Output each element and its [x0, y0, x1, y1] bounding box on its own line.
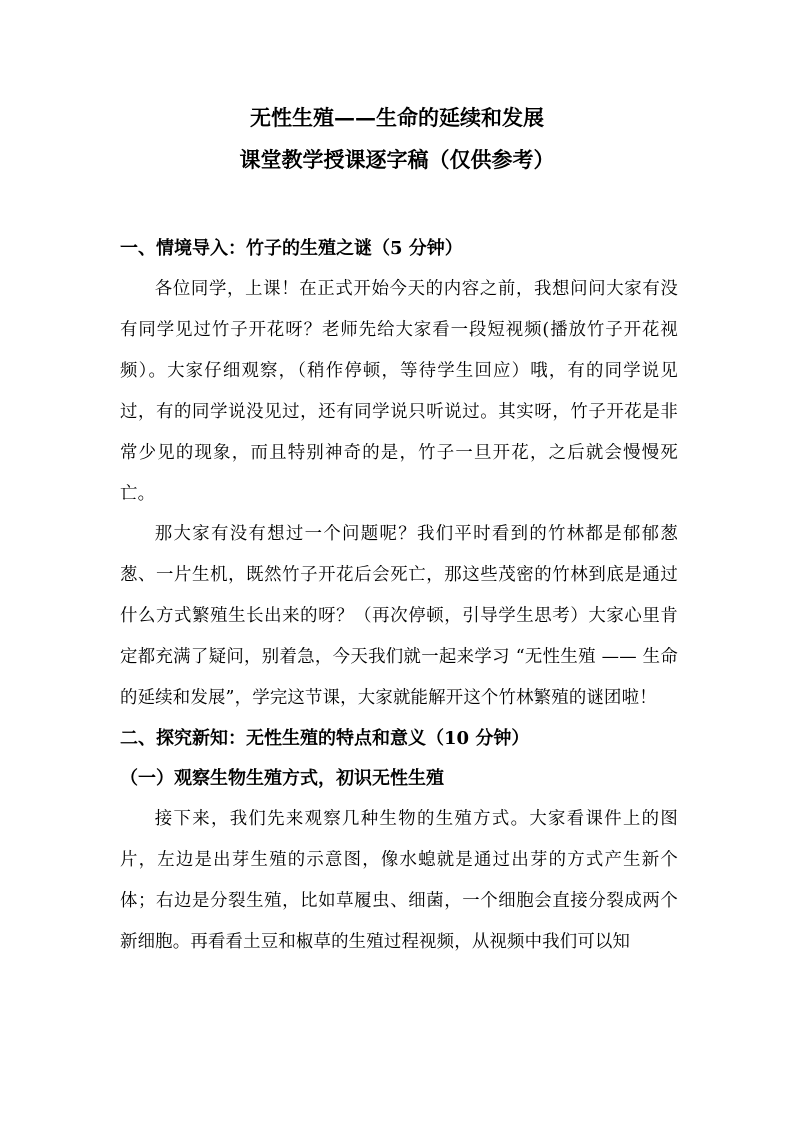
document-body — [120, 229, 678, 963]
section1-paragraph-1: 各位同学，上课！在正式开始今天的内容之前，我想问问大家有没有同学见过竹子开花呀？老师先给大家看一段短视频(播放竹子开花视频）。大家仔细观察，（稍作停顿，等待学生回应）哦，有的同学说见过，有的同学说没见过，还有同学说只听说过。其实呀，竹子开花是非常少见的现象，而且特别神奇的是，竹子一旦开花，之后就会慢慢死亡。 — [120, 279, 678, 504]
section1-paragraph-2: 那大家有没有想过一个问题呢？我们平时看到的竹林都是郁郁葱葱、一片生机，既然竹子开花后会死亡，那这些茂密的竹林到底是通过什么方式繁殖生长出来的呀？（再次停顿，引导学生思考）大家心里肯定都充满了疑问，别着急，今天我们就一起来学习 “无性生殖 —— 生命的延续和发展”，学完这节课，大家就能解开这个竹林繁殖的谜团啦！ — [120, 524, 678, 709]
section2-heading: 二、探究新知：无性生殖的特点和意义（10 分钟） — [120, 727, 530, 749]
section2-subheading: （一）观察生物生殖方式，初识无性生殖 — [120, 767, 444, 789]
section1-heading: 一、情境导入：竹子的生殖之谜（5 分钟） — [120, 238, 463, 259]
section2-paragraph-1: 接下来，我们先来观察几种生物的生殖方式。大家看课件上的图片，左边是出芽生殖的示意图，像水螅就是通过出芽的方式产生新个体；右边是分裂生殖，比如草履虫、细菌，一个细胞会直接分裂成两个新细胞。再看看土豆和椒草的生殖过程视频，从视频中我们可以知 — [120, 808, 678, 952]
document-title: 无性生殖——生命的延续和发展 — [250, 105, 544, 130]
document-subtitle: 课堂教学授课逐字稿（仅供参考） — [239, 147, 555, 172]
